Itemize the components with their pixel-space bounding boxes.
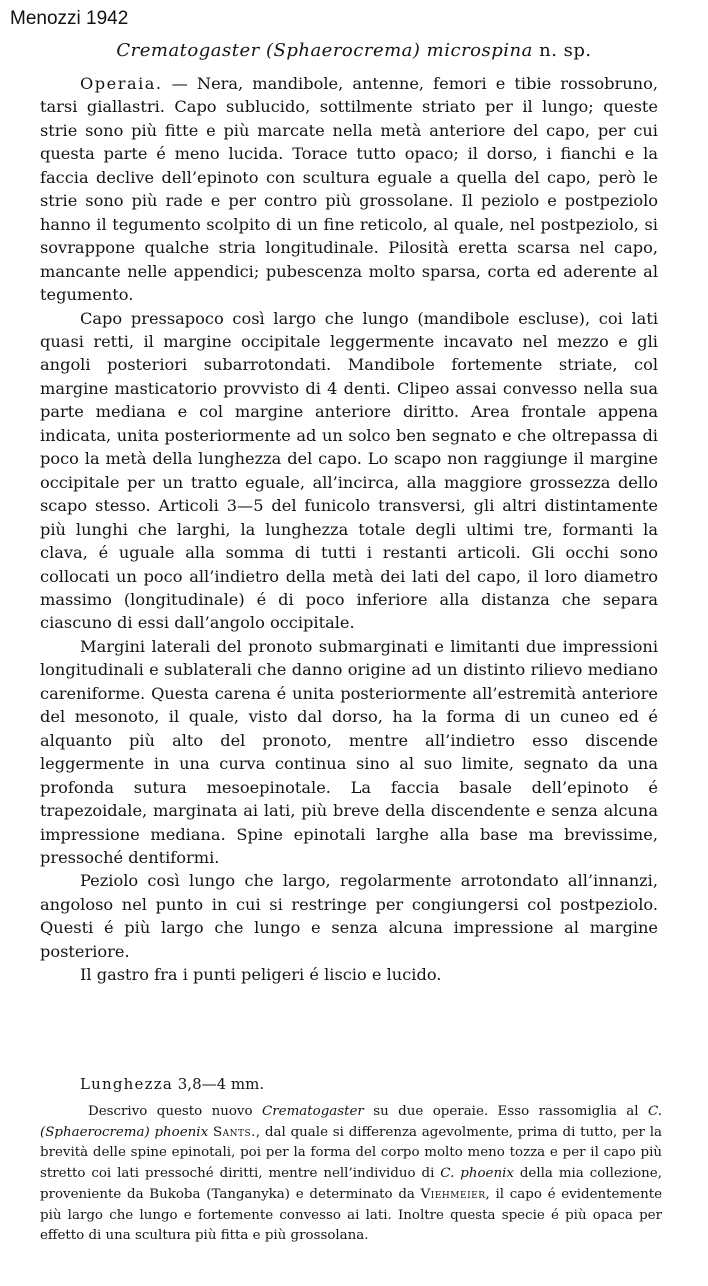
title-species: microspina xyxy=(426,40,533,61)
comparative-note xyxy=(40,1102,662,1247)
note-taxon: Crematogaster xyxy=(262,1104,364,1119)
measurement-label: Lunghezza xyxy=(80,1075,173,1093)
title-genus: Crematogaster xyxy=(116,40,260,61)
paragraph-head: Capo pressapoco così largo che lungo (mandibole escluse), coi lati quasi retti, il margine occipitale leggermente incavato nel mezzo e gli angoli posteriori subarrotondati. Mandibole fortemente striate, col margine masticatorio provvisto di 4 denti. Clipeo assai convesso nella sua parte mediana e col margine anteriore diritto. Area frontale appena indicata, unita posteriormente ad un solco ben segnato e che oltrepassa di poco la metà della lunghezza del capo. Lo scapo non raggiunge il margine occipitale per un tratto eguale, all’incirca, alla maggiore grossezza dello scapo stesso. Articoli 3—5 del funicolo transversi, gli altri distintamente più lunghi che larghi, la lunghezza totale degli ultimi tre, formanti la clava, é uguale alla somma di tutti i restanti articoli. Gli occhi sono collocati un poco all’indietro della metà dei lati del capo, il loro diametro massimo (longitudinale) é di poco inferiore alla distanza che separa ciascuno di essi dall’angolo occipitale. xyxy=(40,308,658,633)
paragraph-thorax: Margini laterali del pronoto submarginati e limitanti due impressioni longitudinali e sublaterali che danno origine ad un distinto rilievo mediano careniforme. Questa carena é unita posteriormente all’estremità anteriore del mesonoto, il quale, visto dal dorso, ha la forma di un cuneo ed é alquanto più alto del pronoto, mentre all’indietro esso discende leggermente in una curva continua sino al suo limite, segnato da una profonda sutura mesoepinotale. La faccia basale dell’epinoto é trapezoidale, marginata ai lati, più breve della discendente e senza alcuna impressione mediana. Spine epinotali larghe alla base ma brevissime, pressoché dentiformi. xyxy=(40,636,658,867)
measurement xyxy=(80,1075,264,1093)
note-author: Viehmeier xyxy=(420,1186,486,1202)
paragraph-text: — Nera, mandibole, antenne, femori e tibie rossobruno, tarsi giallastri. Capo sublucido, sottilmente striato per il lungo; queste strie sono più fitte e più marcate nella metà anteriore del capo, per cui questa parte é meno lucida. Torace tutto opaco; il dorso, i fianchi e la faccia declive dell’epinoto con scultura eguale a quella del capo, però le strie sono più rade e per contro più grossolane. Il peziolo e postpeziolo hanno il tegumento scolpito di un fine reticolo, al quale, nel postpeziolo, si sovrappone qualche stria longitudinale. Pilosità eretta scarsa nel capo, mancante nelle appendici; pubescenza molto sparsa, corta ed aderente al tegumento. xyxy=(40,74,658,305)
note-paragraph xyxy=(40,1102,662,1247)
paragraph-worker xyxy=(40,72,658,307)
paragraph-lead: Operaia. xyxy=(80,74,163,93)
note-text: , dal quale si differenza agevolmente, prima di tutto, per la brevità delle spine epinotali, poi per la forma del corpo molto meno tozza e per il capo più stretto coi lati pressoché diritti, mentre nell’individuo di xyxy=(40,1124,663,1182)
note-text: della mia collezione, proveniente da Bukoba (Tanganyka) e determinato da xyxy=(40,1166,662,1202)
page-label: Menozzi 1942 xyxy=(10,8,129,29)
species-title xyxy=(0,40,708,61)
description-body xyxy=(40,72,658,987)
paragraph-gaster: Il gastro fra i punti peligeri é liscio e lucido. xyxy=(80,965,442,985)
title-subgenus: (Sphaerocrema) xyxy=(265,40,421,61)
note-taxon: C. (Sphaerocrema) phoenix xyxy=(40,1104,663,1140)
title-status: n. sp. xyxy=(539,40,592,61)
measurement-value: 3,8—4 mm. xyxy=(177,1075,265,1093)
note-text: su due operaie. Esso rassomiglia al xyxy=(363,1104,648,1119)
note-author: Sants. xyxy=(212,1124,256,1140)
note-taxon: C. phoenix xyxy=(440,1166,514,1182)
paragraph-petiole: Peziolo così lungo che largo, regolarmente arrotondato all’innanzi, angoloso nel punto in cui si restringe per congiungersi col postpeziolo. Questi é più largo che lungo e senza alcuna impressione al margine posteriore. xyxy=(40,871,658,961)
note-text: Descrivo questo nuovo xyxy=(88,1104,262,1119)
note-text: , il capo é evidentemente più largo che lungo e fortemente convesso ai lati. Inoltre questa specie é più opaca per effetto di una scultura più fitta e più grossolana. xyxy=(40,1186,663,1244)
